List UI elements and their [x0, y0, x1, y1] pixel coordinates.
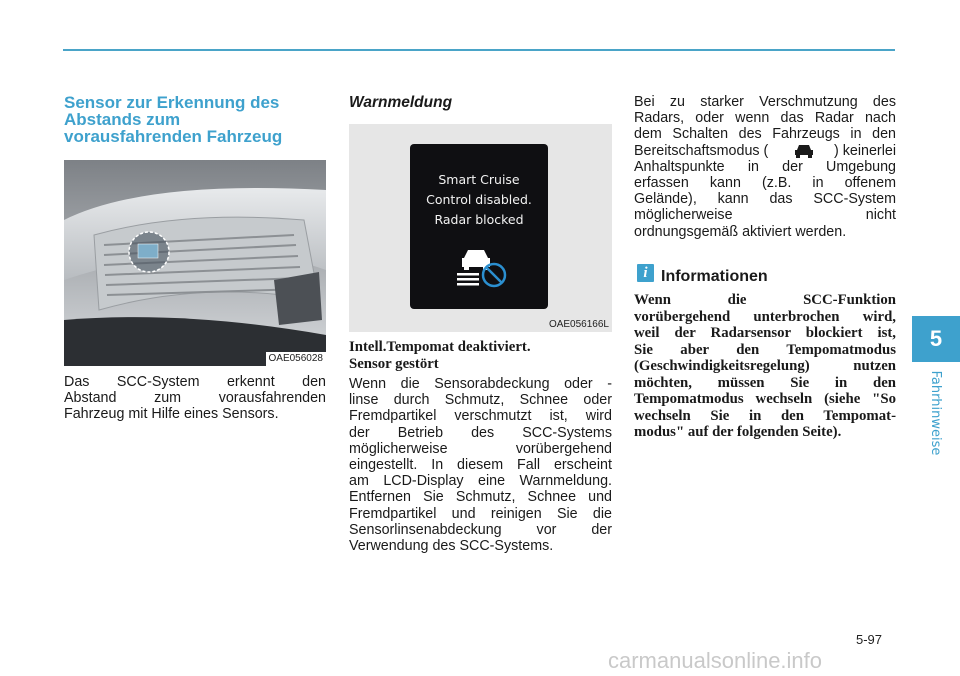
car-icon — [792, 143, 816, 159]
col1-paragraph: Das SCC-System erkennt den Abstand zum vorausfahrenden Fahrzeug mit Hilfe eines Sensors. — [64, 374, 326, 423]
info-icon: i — [637, 264, 654, 282]
warning-heading: Warnmeldung — [349, 94, 453, 111]
car-front-drawing — [64, 160, 326, 366]
page-number: 5-97 — [856, 632, 883, 647]
lcd-line: Radar blocked — [434, 212, 524, 227]
info-title: Informationen — [661, 268, 768, 285]
lcd-line: Control disabled. — [426, 192, 532, 207]
lcd-warning-figure — [349, 124, 612, 332]
watermark: carmanualsonline.info — [608, 648, 823, 673]
col3-paragraph: Bei zu starker Verschmutzung des Radars, oder wenn das Radar nach dem Schalten des Fahrzeugs in den Bereitschaftsmodus ( ) keinerlei Anhaltspunkte in der Umgebung erfassen kann (z.B. in offenem Gelände), kann das SCC-System möglicherweise nicht ordnungsgemäß aktiviert werden. — [634, 94, 896, 240]
chapter-title: Fahrhinweise — [928, 370, 943, 456]
section-heading: Sensor zur Erkennung des Abstands zum vorausfahrenden Fahrzeug — [64, 93, 283, 146]
radar-blocked-icon — [454, 240, 510, 288]
standby-line: Bereitschaftsmodus ( ) keinerlei — [634, 142, 896, 159]
info-paragraph: Wenn die SCC-Funktion vorübergehend unterbrochen wird, weil der Radarsensor blockiert ist, Sie aber den Tempomatmodus (Geschwindigkeitsregelung) nutzen möchten, müssen Sie in den Tempomatmodus wechseln (siehe "So wechseln Sie in den Tempomat- modus" auf der folgenden Seite). — [634, 292, 896, 440]
col2-paragraph: Wenn die Sensorabdeckung oder - linse durch Schmutz, Schnee oder Fremdpartikel verschmutzt ist, wird der Betrieb des SCC-Systems möglicherweise vorübergehend eingestellt. In diesem Fall erscheint am LCD-Display eine Warnmeldung. Entfernen Sie Schmutz, Schnee und Fremdpartikel und reinigen Sie die Sensorlinsenabdeckung vor der Verwendung des SCC-Systems. — [349, 376, 612, 555]
lcd-display — [410, 144, 548, 309]
figure-code: OAE056166L — [548, 319, 609, 330]
chapter-number: 5 — [912, 316, 960, 362]
car-front-illustration — [64, 160, 326, 366]
message-subheading: Intell.Tempomat deaktiviert. Sensor gestört — [349, 339, 531, 372]
top-rule — [63, 49, 895, 51]
figure-code: OAE056028 — [266, 352, 327, 366]
lcd-line: Smart Cruise — [438, 172, 520, 187]
